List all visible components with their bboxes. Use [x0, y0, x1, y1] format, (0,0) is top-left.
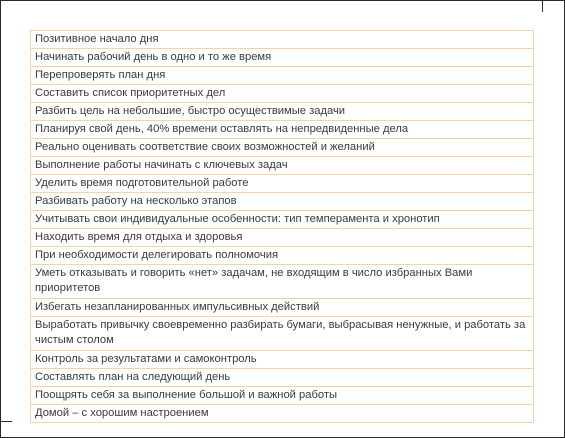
list-item: Реально оценивать соответствие своих возможностей и желаний: [30, 139, 534, 157]
list-item: Контроль за результатами и самоконтроль: [30, 351, 534, 369]
time-management-list: [30, 30, 534, 423]
list-item: Составить список приоритетных дел: [30, 85, 534, 103]
list-item: Находить время для отдыха и здоровья: [30, 229, 534, 247]
crop-mark-left: [0, 421, 12, 422]
list-item: Составлять план на следующий день: [30, 369, 534, 387]
crop-mark-top: [542, 0, 543, 12]
list-item: Поощрять себя за выполнение большой и важной работы: [30, 387, 534, 405]
list-item: Позитивное начало дня: [30, 31, 534, 49]
list-item: Уметь отказывать и говорить «нет» задачам, не входящим в число избранных Вами приоритетов: [30, 265, 534, 299]
list-item: Учитывать свои индивидуальные особенности: тип темперамента и хронотип: [30, 211, 534, 229]
list-item: Домой – с хорошим настроением: [30, 405, 534, 423]
list-item: Начинать рабочий день в одно и то же время: [30, 49, 534, 67]
list-item: Уделить время подготовительной работе: [30, 175, 534, 193]
list-item: Избегать незапланированных импульсивных действий: [30, 299, 534, 317]
list-item: Разбивать работу на несколько этапов: [30, 193, 534, 211]
list-item: Разбить цель на небольшие, быстро осуществимые задачи: [30, 103, 534, 121]
list-item: Перепроверять план дня: [30, 67, 534, 85]
list-item: Выполнение работы начинать с ключевых задач: [30, 157, 534, 175]
list-item: Выработать привычку своевременно разбирать бумаги, выбрасывая ненужные, и работать за чистым столом: [30, 317, 534, 351]
list-item: Планируя свой день, 40% времени оставлять на непредвиденные дела: [30, 121, 534, 139]
list-item: При необходимости делегировать полномочия: [30, 247, 534, 265]
